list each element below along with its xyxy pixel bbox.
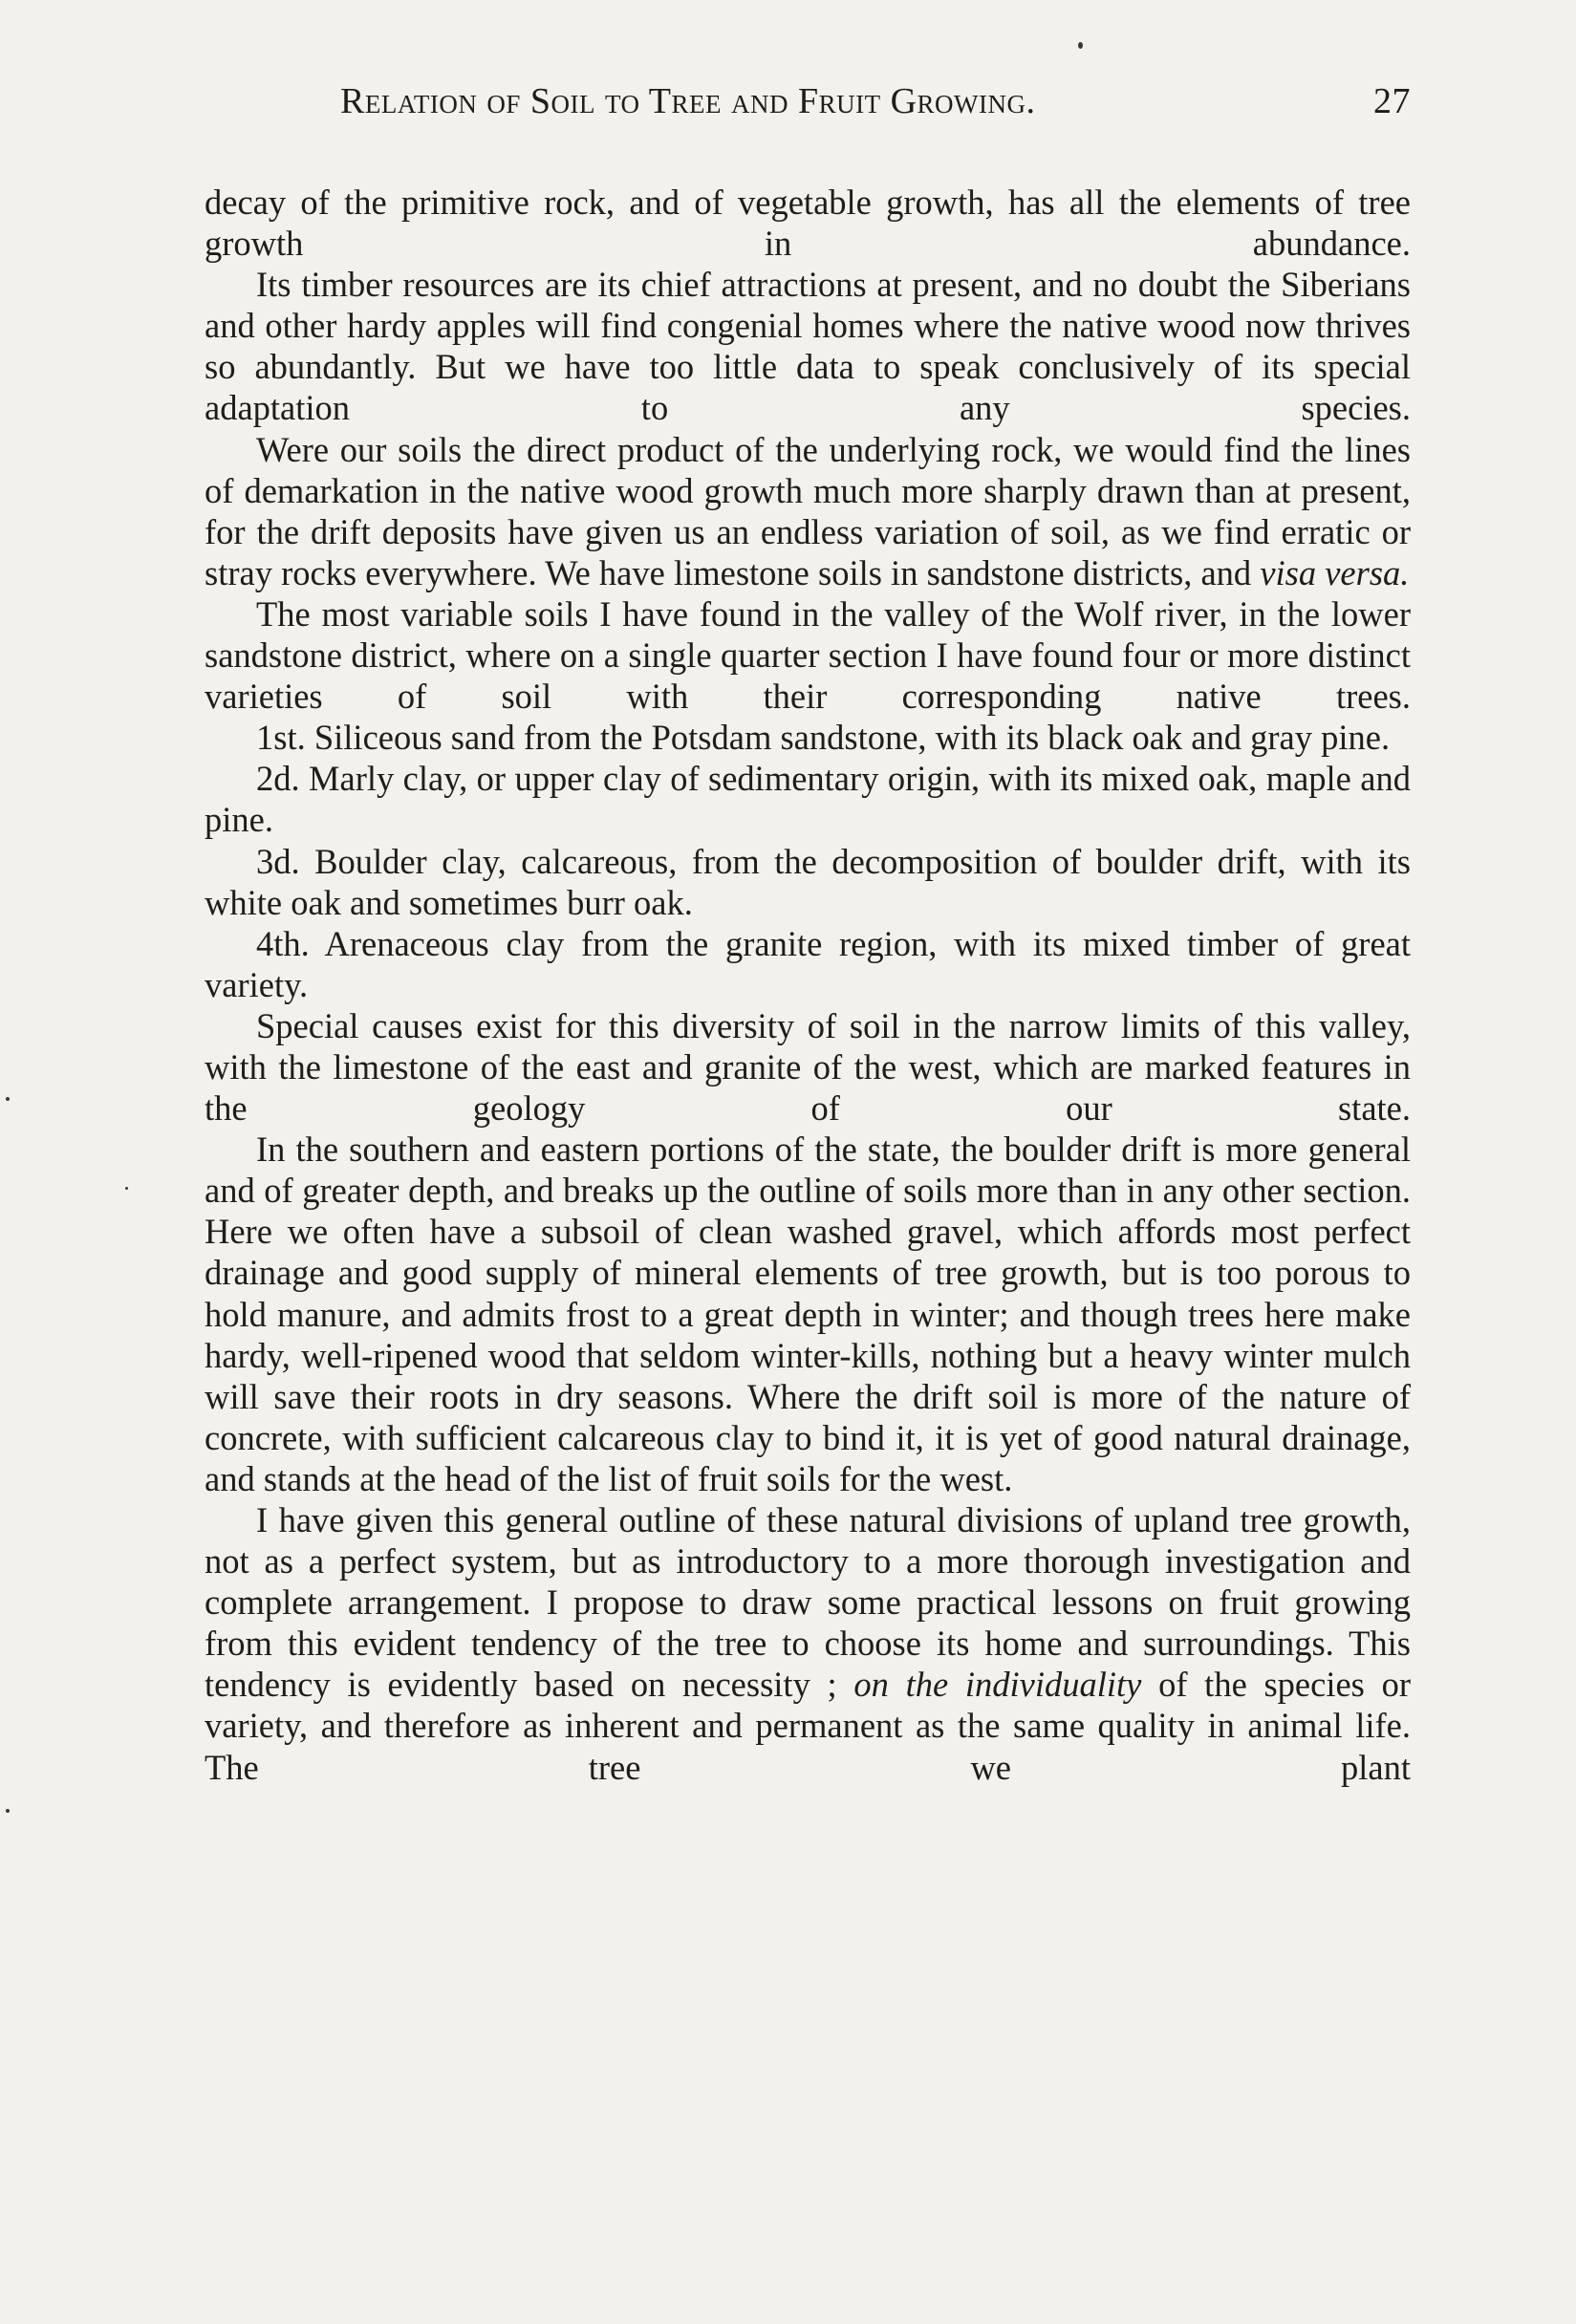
- list-item-4th: 4th. Arenaceous clay from the granite region, with its mixed timber of great variety.: [205, 923, 1411, 1004]
- paragraph-general-outline-emphasis: on the individuality: [853, 1665, 1142, 1705]
- print-speck-top: [1078, 42, 1083, 49]
- list-item-3d: 3d. Boulder clay, calcareous, from the decomposition of boulder drift, with its white oak and sometimes burr oak.: [205, 841, 1411, 922]
- paragraph-southern-portions: In the southern and eastern portions of the state, the boulder drift is more general and of greater depth, and breaks up the outline of soils more than in any other section. Here we often have a subsoil of clean washed gravel, which affords most perfect drainage and good supply of mineral elements of tree growth, but is too porous to hold manure, and admits frost to a great depth in winter; and though trees here make hardy, well-ripened wood that seldom winter-kills, nothing but a heavy winter mulch will save their roots in dry seasons. Where the drift soil is more of the nature of concrete, with sufficient calcareous clay to bind it, it is yet of good natural drainage, and stands at the head of the list of fruit soils for the west.: [205, 1130, 1411, 1498]
- list-item-2d: 2d. Marly clay, or upper clay of sedimentary origin, with its mixed oak, maple and pine.: [205, 759, 1411, 840]
- paragraph-general-outline: [205, 1499, 1411, 1788]
- print-speck-left-1: [6, 1097, 10, 1101]
- paragraph-3-text: Were our soils the direct product of the underlying rock, we would find the lines of demarkation in the native wood growth much more sharply drawn than at present, for the drift deposits have given us an endless variation of soil, as we find erratic or stray rocks everywhere. We have limestone soils in sandstone districts, and: [205, 429, 1411, 592]
- print-speck-left-2: [125, 1187, 128, 1190]
- paragraph-3: [205, 429, 1411, 593]
- paragraph-special-causes: Special causes exist for this diversity of soil in the narrow limits of this valley, with the limestone of the east and granite of the west, which are marked features in the geology of our state.: [205, 1005, 1411, 1129]
- running-head-title: Relation of Soil to Tree and Fruit Growing.: [340, 81, 1036, 121]
- paragraph-3-emphasis: visa versa.: [1260, 552, 1410, 592]
- paragraph-general-outline-tail: of the species or variety, and therefore as inherent and permanent as the same quality in animal life. The tree we plant: [205, 1665, 1411, 1787]
- paragraph-1: decay of the primitive rock, and of vegetable growth, has all the elements of tree growth in abundance.: [205, 183, 1411, 264]
- list-item-1st: 1st. Siliceous sand from the Potsdam sandstone, with its black oak and gray pine.: [256, 718, 1391, 758]
- paragraph-2: Its timber resources are its chief attractions at present, and no doubt the Siberians and other hardy apples will find congenial homes where the native wood now thrives so abundantly. But we have too little data to speak conclusively of its special adaptation to any species.: [205, 265, 1411, 428]
- paragraph-4: The most variable soils I have found in the valley of the Wolf river, in the lower sandstone district, where on a single quarter section I have found four or more distinct varieties of soil with their corresponding native trees.: [205, 593, 1411, 717]
- body-text: [205, 182, 1411, 1788]
- running-head: [340, 80, 1411, 138]
- print-speck-left-3: [6, 1809, 10, 1813]
- paragraph-general-outline-text: I have given this general outline of these natural divisions of upland tree growth, not as a perfect system, but as introductory to a more thorough investigation and complete arrangement. I propose to draw some practical lessons on fruit growing from this evident tendency of the tree to choose its home and surroundings. This tendency is evidently based on necessity ;: [205, 1500, 1411, 1705]
- page-number: 27: [1373, 81, 1411, 121]
